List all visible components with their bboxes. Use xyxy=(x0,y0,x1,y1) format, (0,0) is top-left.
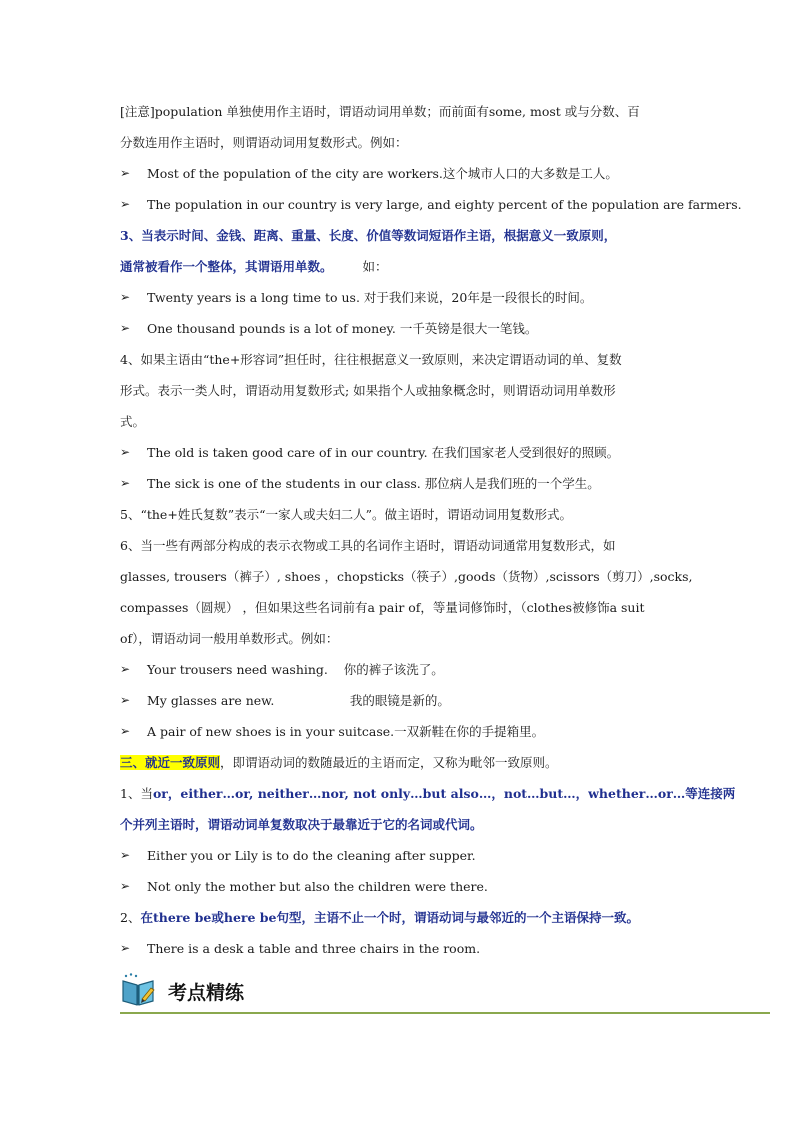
example-text: The population in our country is very large, and eighty percent of the population are farmers. xyxy=(147,197,742,212)
rule4-line-1: 4、如果主语由“the+形容词”担任时，往往根据意义一致原则，来决定谓语动词的单、复数 xyxy=(120,352,622,367)
list-item xyxy=(120,158,680,189)
bullet-arrow-icon: ➢ xyxy=(120,848,131,862)
list-item xyxy=(120,716,680,747)
example-text: Either you or Lily is to do the cleaning after supper. xyxy=(147,848,476,863)
list-item xyxy=(120,871,680,902)
example-text: The sick is one of the students in our class. 那位病人是我们班的一个学生。 xyxy=(147,476,600,491)
near2-rest: 在there be或here be句型，主语不止一个时，谓语动词与最邻近的一个主语保持一致。 xyxy=(140,910,639,925)
rule3-line-2 xyxy=(120,251,680,282)
near1-line-2: 个并列主语时，谓语动词单复数取决于最靠近于它的名词或代词。 xyxy=(120,817,483,832)
rule6-line-3: compasses（圆规） ，但如果这些名词前有a pair of，等量词修饰时，（clothes被修饰a suit xyxy=(120,600,645,615)
list-item xyxy=(120,437,680,468)
book-pencil-icon xyxy=(120,972,156,1008)
rule6-line-2: glasses, trousers（裤子）, shoes ，chopsticks（筷子）,goods（货物）,scissors（剪刀）,socks, xyxy=(120,569,693,584)
list-item xyxy=(120,468,680,499)
bullet-arrow-icon: ➢ xyxy=(120,941,131,955)
principle3-highlight: 三、就近一致原则 xyxy=(120,755,221,770)
rule3-line-2-text: 通常被看作一个整体，其谓语用单数。 xyxy=(120,259,333,274)
bullet-arrow-icon: ➢ xyxy=(120,166,131,180)
list-item xyxy=(120,189,742,220)
example-text: Most of the population of the city are workers.这个城市人口的大多数是工人。 xyxy=(147,166,618,181)
list-item xyxy=(120,685,680,716)
bullet-arrow-icon: ➢ xyxy=(120,879,131,893)
bullet-arrow-icon: ➢ xyxy=(120,445,131,459)
near1-rest: or，either…or, neither…nor, not only…but also…，not…but…，whether…or…等连接两 xyxy=(152,786,736,801)
example-text: One thousand pounds is a lot of money. 一千英镑是很大一笔钱。 xyxy=(147,321,538,336)
rule6-line-1: 6、当一些有两部分构成的表示衣物或工具的名词作主语时，谓语动词通常用复数形式，如 xyxy=(120,538,616,553)
section-title: 考点精练 xyxy=(168,982,245,1004)
rule4-line-3: 式。 xyxy=(120,414,146,429)
example-text: Not only the mother but also the children were there. xyxy=(147,879,488,894)
bullet-arrow-icon: ➢ xyxy=(120,693,131,707)
rule4-line-2: 形式。表示一类人时，谓语动用复数形式; 如果指个人或抽象概念时，则谓语动词用单数形 xyxy=(120,383,616,398)
list-item xyxy=(120,654,680,685)
note-line-1: [注意]population 单独使用作主语时，谓语动词用单数；而前面有some, most 或与分数、百 xyxy=(120,104,640,119)
bullet-arrow-icon: ➢ xyxy=(120,662,131,676)
rule3-line-1: 3、当表示时间、金钱、距离、重量、长度、价值等数词短语作主语，根据意义一致原则， xyxy=(120,228,617,243)
bullet-arrow-icon: ➢ xyxy=(120,197,131,211)
example-text: Your trousers need washing. 你的裤子该洗了。 xyxy=(147,662,444,677)
near2-lead: 2、 xyxy=(120,910,141,925)
example-text: There is a desk a table and three chairs in the room. xyxy=(147,941,481,956)
note-line-2: 分数连用作主语时，则谓语动词用复数形式。例如： xyxy=(120,135,408,150)
list-item xyxy=(120,313,680,344)
list-item xyxy=(120,840,680,871)
rule5-line: 5、“the+姓氏复数”表示“一家人或夫妇二人”。做主语时，谓语动词用复数形式。 xyxy=(120,507,572,522)
list-item xyxy=(120,933,680,964)
document-body xyxy=(120,96,742,964)
bullet-arrow-icon: ➢ xyxy=(120,724,131,738)
example-text: Twenty years is a long time to us. 对于我们来说，20年是一段很长的时间。 xyxy=(147,290,593,305)
near2-line xyxy=(120,902,680,933)
example-text: A pair of new shoes is in your suitcase.一双新鞋在你的手提箱里。 xyxy=(147,724,545,739)
bullet-arrow-icon: ➢ xyxy=(120,321,131,335)
rule6-line-4: of），谓语动词一般用单数形式。例如： xyxy=(120,631,339,646)
list-item xyxy=(120,282,680,313)
section-header xyxy=(120,968,770,1014)
near1-line-1 xyxy=(120,778,736,809)
principle3-rest: ，即谓语动词的数随最近的主语而定，又称为毗邻一致原则。 xyxy=(220,755,558,770)
example-text: The old is taken good care of in our country. 在我们国家老人受到很好的照顾。 xyxy=(147,445,620,460)
example-text: My glasses are new. 我的眼镜是新的。 xyxy=(147,693,450,708)
principle3-heading xyxy=(120,747,680,778)
bullet-arrow-icon: ➢ xyxy=(120,476,131,490)
bullet-arrow-icon: ➢ xyxy=(120,290,131,304)
rule3-line-2-tail: 如： xyxy=(362,259,388,274)
near1-lead: 1、当 xyxy=(120,786,153,801)
